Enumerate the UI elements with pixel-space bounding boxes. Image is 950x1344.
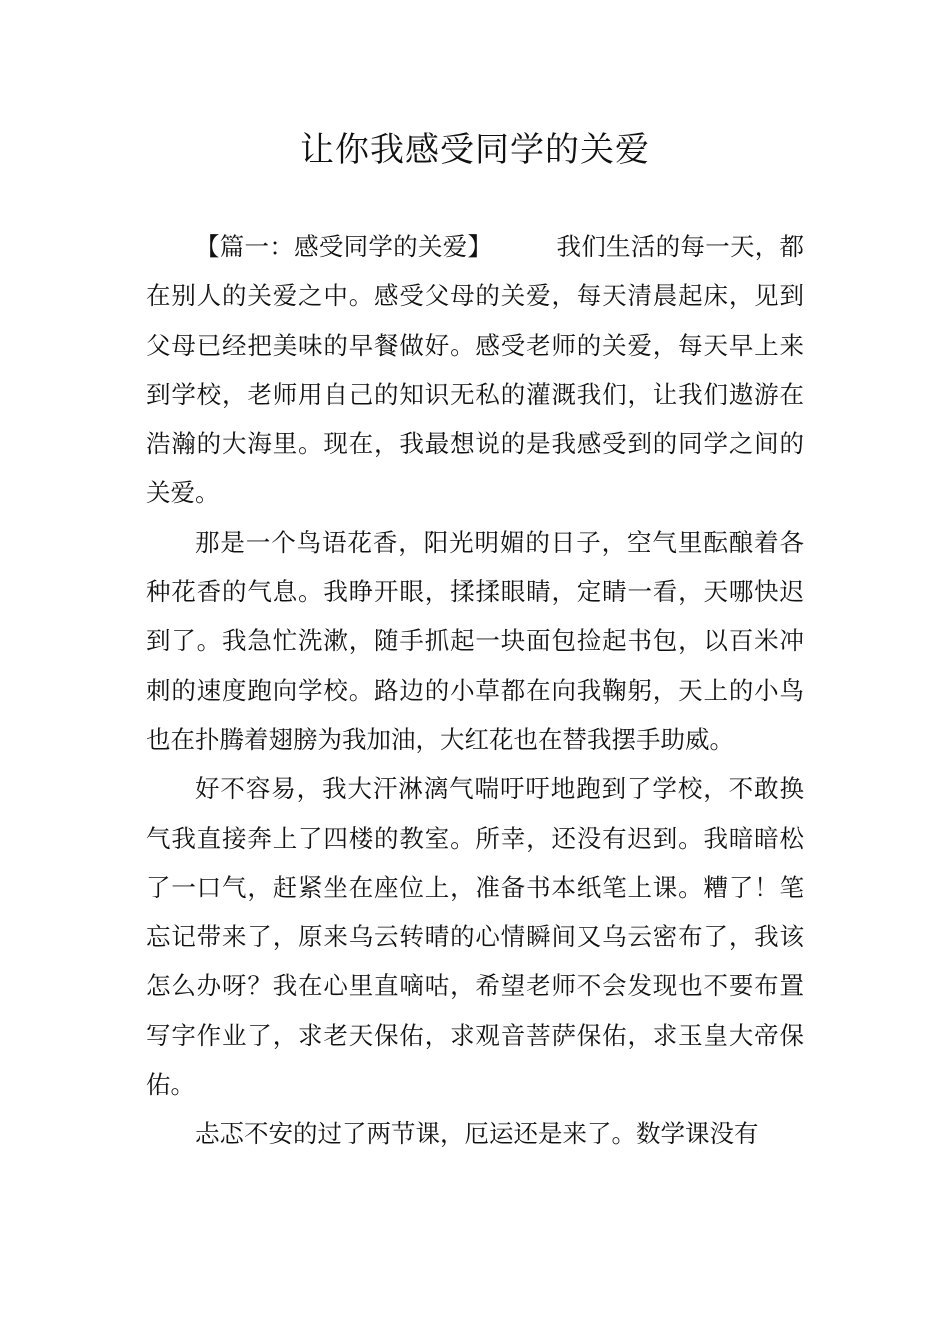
paragraph-1: [146, 222, 804, 518]
paragraph-4: 忐忑不安的过了两节课，厄运还是来了。数学课没有: [195, 1119, 759, 1149]
section-heading: 【篇一：感受同学的关爱】: [195, 232, 493, 261]
document-body: [146, 222, 804, 1159]
paragraph-2: 那是一个鸟语花香，阳光明媚的日子，空气里酝酿着各种花香的气息。我睁开眼，揉揉眼睛，定睛一看，天哪快迟到了。我急忙洗漱，随手抓起一块面包捡起书包，以百米冲刺的速度跑向学校。路边的小草都在向我鞠躬，天上的小鸟也在扑腾着翅膀为我加油，大红花也在替我摆手助威。: [146, 527, 804, 754]
document-title: 让你我感受同学的关爱: [300, 130, 650, 170]
paragraph-3: 好不容易，我大汗淋漓气喘吁吁地跑到了学校，不敢换气我直接奔上了四楼的教室。所幸，还没有迟到。我暗暗松了一口气，赶紧坐在座位上，准备书本纸笔上课。糟了！笔忘记带来了，原来乌云转晴的心情瞬间又乌云密布了，我该怎么办呀？我在心里直嘀咕，希望老师不会发现也不要布置写字作业了，求老天保佑，求观音菩萨保佑，求玉皇大帝保佑。: [146, 774, 804, 1100]
paragraph-text: 我们生活的每一天，都在别人的关爱之中。感受父母的关爱，每天清晨起床，见到父母已经把美味的早餐做好。感受老师的关爱，每天早上来到学校，老师用自己的知识无私的灌溉我们，让我们遨游在浩瀚的大海里。现在，我最想说的是我感受到的同学之间的关爱。: [146, 232, 805, 508]
